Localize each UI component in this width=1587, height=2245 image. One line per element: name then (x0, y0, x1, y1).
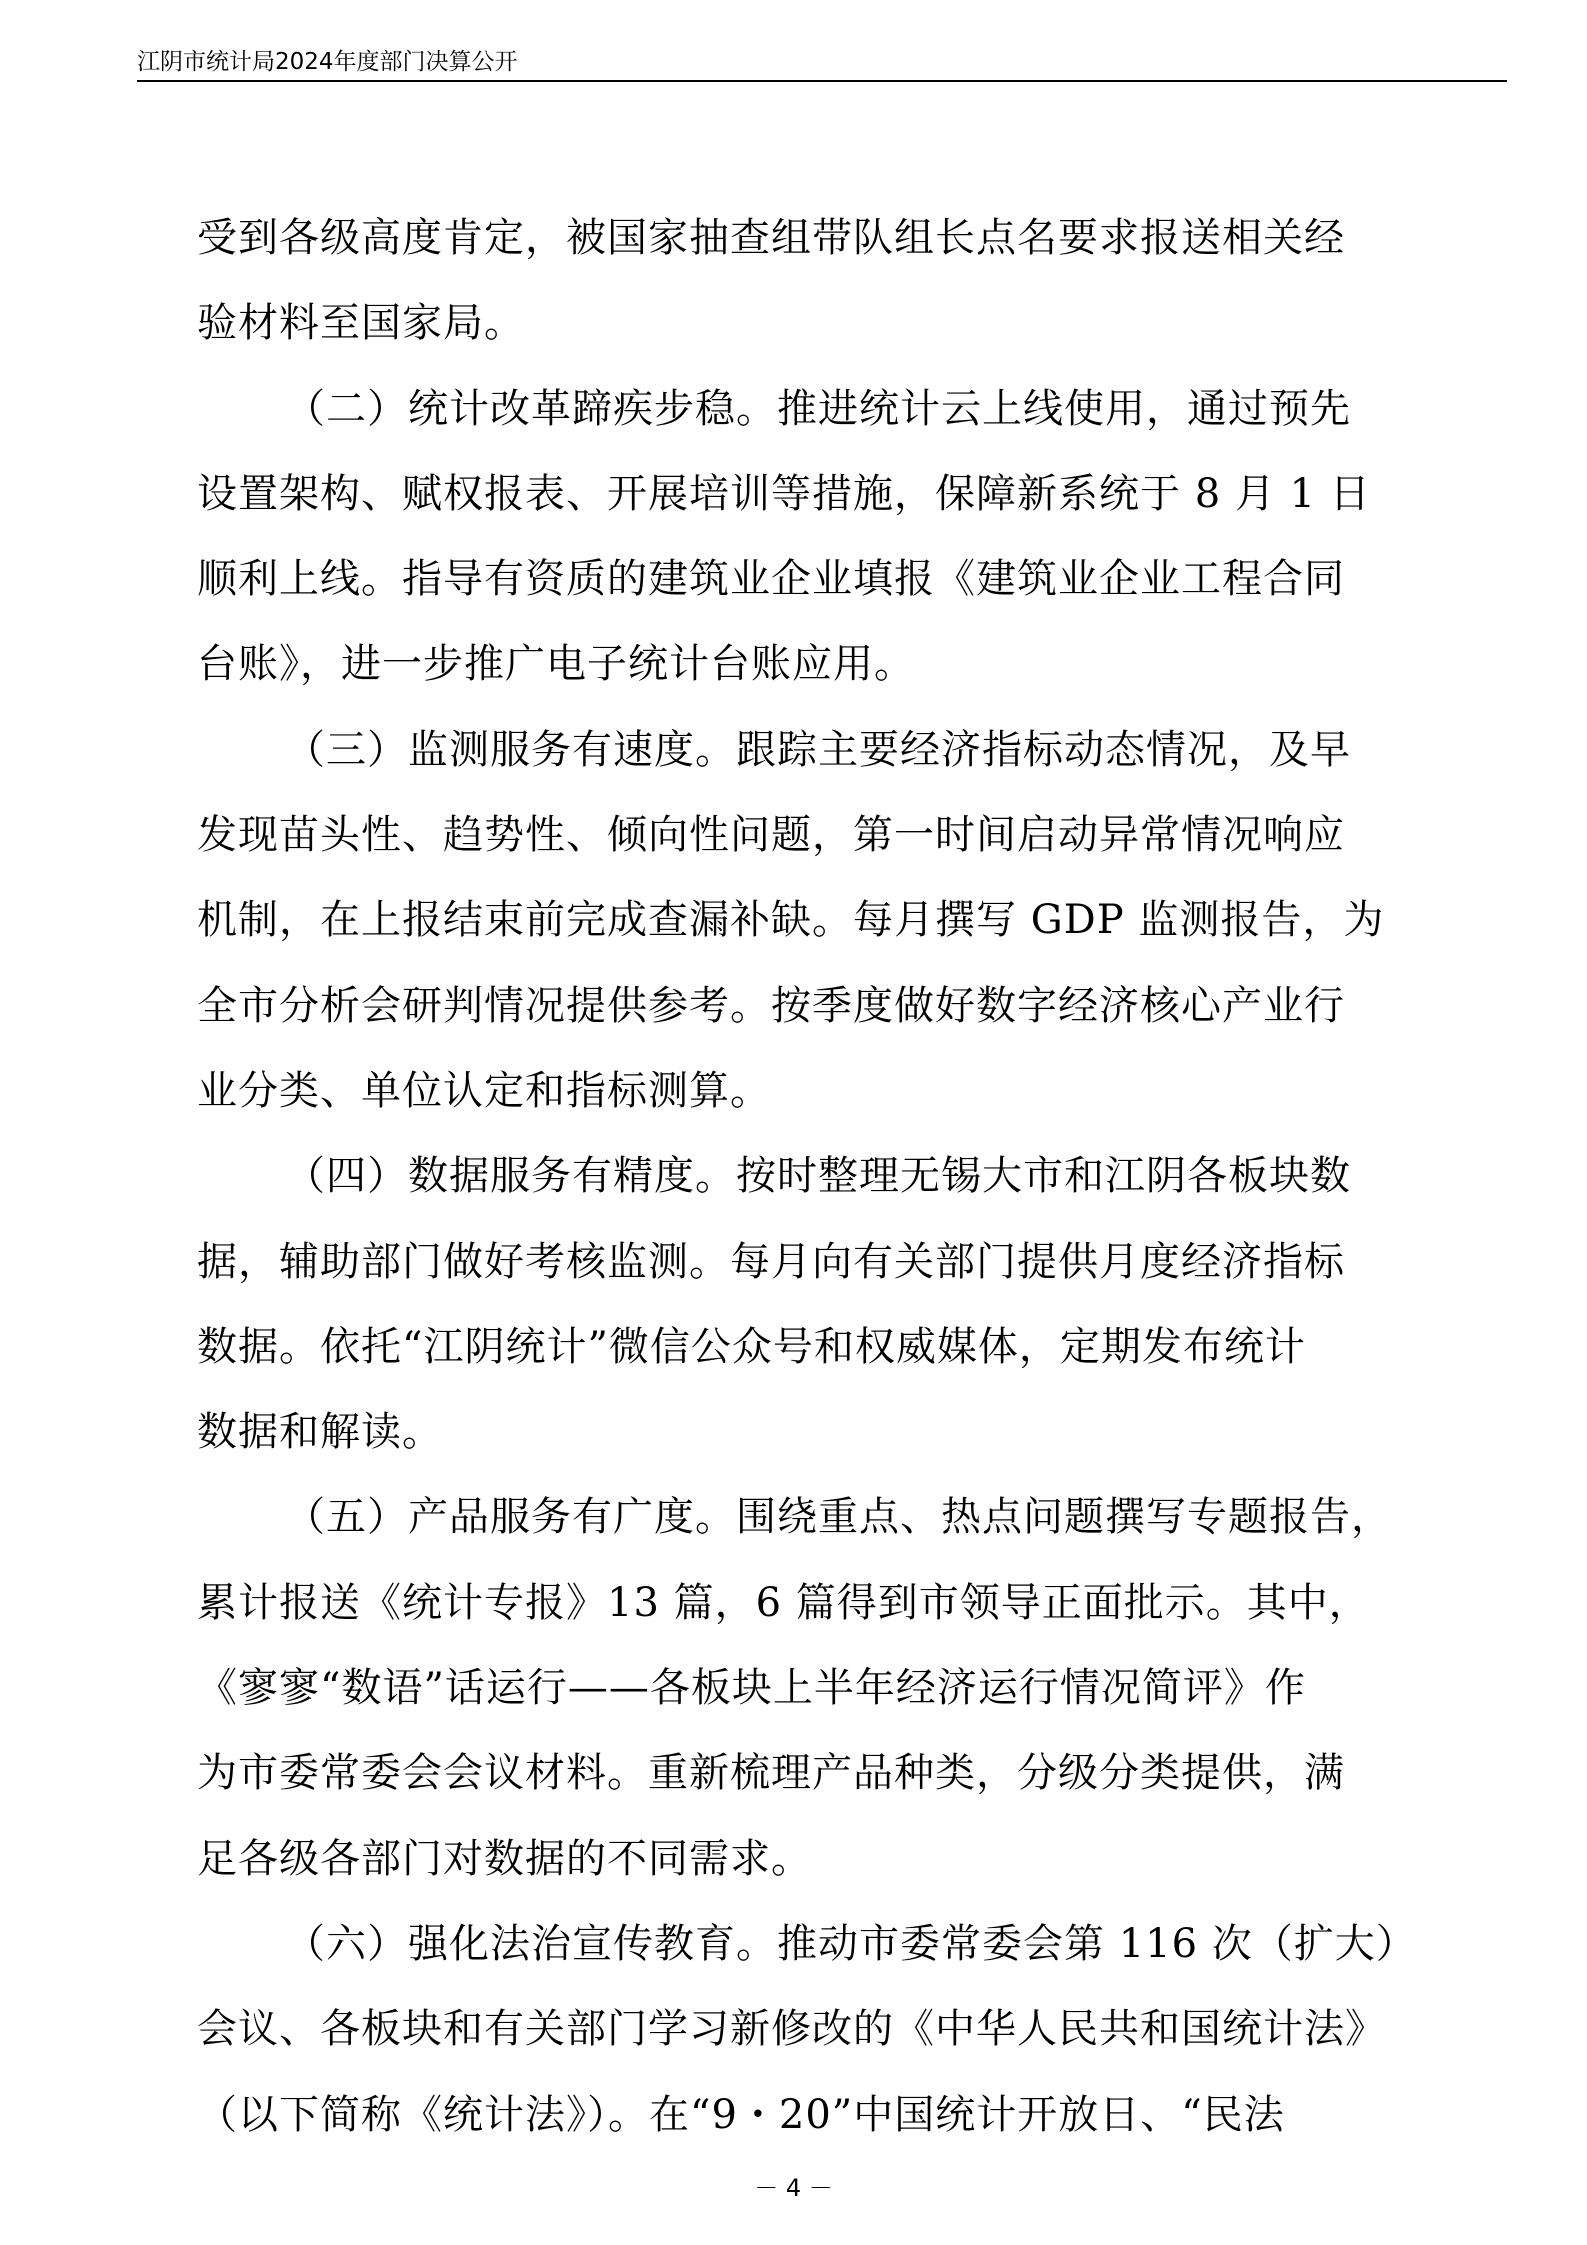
section-heading-line: （六）强化法治宣传教育。推动市委常委会第 116 次（扩大） (285, 1920, 1417, 1967)
text-line: 累计报送《统计专报》13 篇，6 篇得到市领导正面批示。其中， (197, 1579, 1370, 1626)
section-heading-line: （四）数据服务有精度。按时整理无锡大市和江阴各板块数 (285, 1153, 1351, 1200)
text-line: 台账》，进一步推广电子统计台账应用。 (197, 641, 915, 688)
text-line: 顺利上线。指导有资质的建筑业企业填报《建筑业企业工程合同 (197, 556, 1345, 603)
text-line: 《寥寥“数语”话运行——各板块上半年经济运行情况简评》作 (197, 1665, 1306, 1712)
text-line: 发现苗头性、趋势性、倾向性问题，第一时间启动异常情况响应 (197, 812, 1345, 859)
text-line: 为市委常委会会议材料。重新梳理产品种类，分级分类提供，满 (197, 1750, 1345, 1797)
text-line: 足各级各部门对数据的不同需求。 (197, 1835, 812, 1882)
text-line: 全市分析会研判情况提供参考。按季度做好数字经济核心产业行 (197, 982, 1345, 1029)
header-title: 江阴市统计局2024年度部门决算公开 (137, 49, 518, 75)
text-line: 受到各级高度肯定，被国家抽查组带队组长点名要求报送相关经 (197, 215, 1345, 261)
text-line: 据，辅助部门做好考核监测。每月向有关部门提供月度经济指标 (197, 1238, 1345, 1285)
section-heading-line: （二）统计改革蹄疾步稳。推进统计云上线使用，通过预先 (285, 385, 1351, 432)
document-body (197, 196, 1429, 2158)
page-number: － 4 － (754, 2174, 833, 2202)
text-line: （以下简称《统计法》）。在“9・20”中国统计开放日、“民法 (197, 2091, 1285, 2138)
section-heading-line: （三）监测服务有速度。跟踪主要经济指标动态情况，及早 (285, 726, 1351, 773)
text-line: 数据。依托“江阴统计”微信公众号和权威媒体，定期发布统计 (197, 1323, 1306, 1370)
text-line: 业分类、单位认定和指标测算。 (197, 1067, 771, 1114)
text-line: 会议、各板块和有关部门学习新修改的《中华人民共和国统计法》 (197, 2006, 1386, 2053)
section-heading-line: （五）产品服务有广度。围绕重点、热点问题撰写专题报告， (285, 1494, 1392, 1541)
text-line: 设置架构、赋权报表、开展培训等措施，保障新系统于 8 月 1 日 (197, 470, 1371, 517)
text-line: 验材料至国家局。 (197, 300, 525, 347)
text-line: 数据和解读。 (197, 1409, 443, 1456)
text-line: 机制，在上报结束前完成查漏补缺。每月撰写 GDP 监测报告，为 (197, 897, 1385, 944)
page-header (137, 44, 1507, 82)
